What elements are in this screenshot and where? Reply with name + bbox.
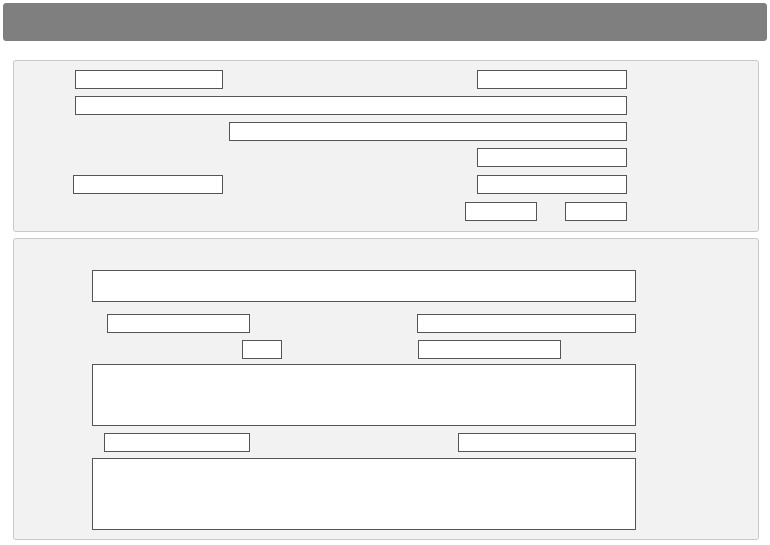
summary-field bbox=[92, 270, 636, 302]
quantity-field bbox=[458, 433, 636, 452]
buyer-notes-field bbox=[92, 458, 636, 530]
delivery-province-field bbox=[477, 175, 627, 194]
need-number-field bbox=[477, 70, 627, 89]
deadline-time-field bbox=[465, 202, 537, 221]
delivery-city-field bbox=[73, 175, 223, 194]
validity-time-field bbox=[242, 340, 282, 359]
requester-field bbox=[229, 122, 627, 141]
goods-group-field bbox=[417, 314, 636, 333]
to-date-field bbox=[418, 340, 561, 359]
buyer-org-field bbox=[75, 96, 627, 115]
unit-field bbox=[104, 433, 250, 452]
need-date-field bbox=[107, 314, 250, 333]
specs-field bbox=[92, 364, 636, 426]
page-header bbox=[3, 3, 767, 41]
deadline-days-field bbox=[565, 202, 627, 221]
priority-field bbox=[477, 148, 627, 167]
announce-datetime-field bbox=[75, 70, 223, 89]
